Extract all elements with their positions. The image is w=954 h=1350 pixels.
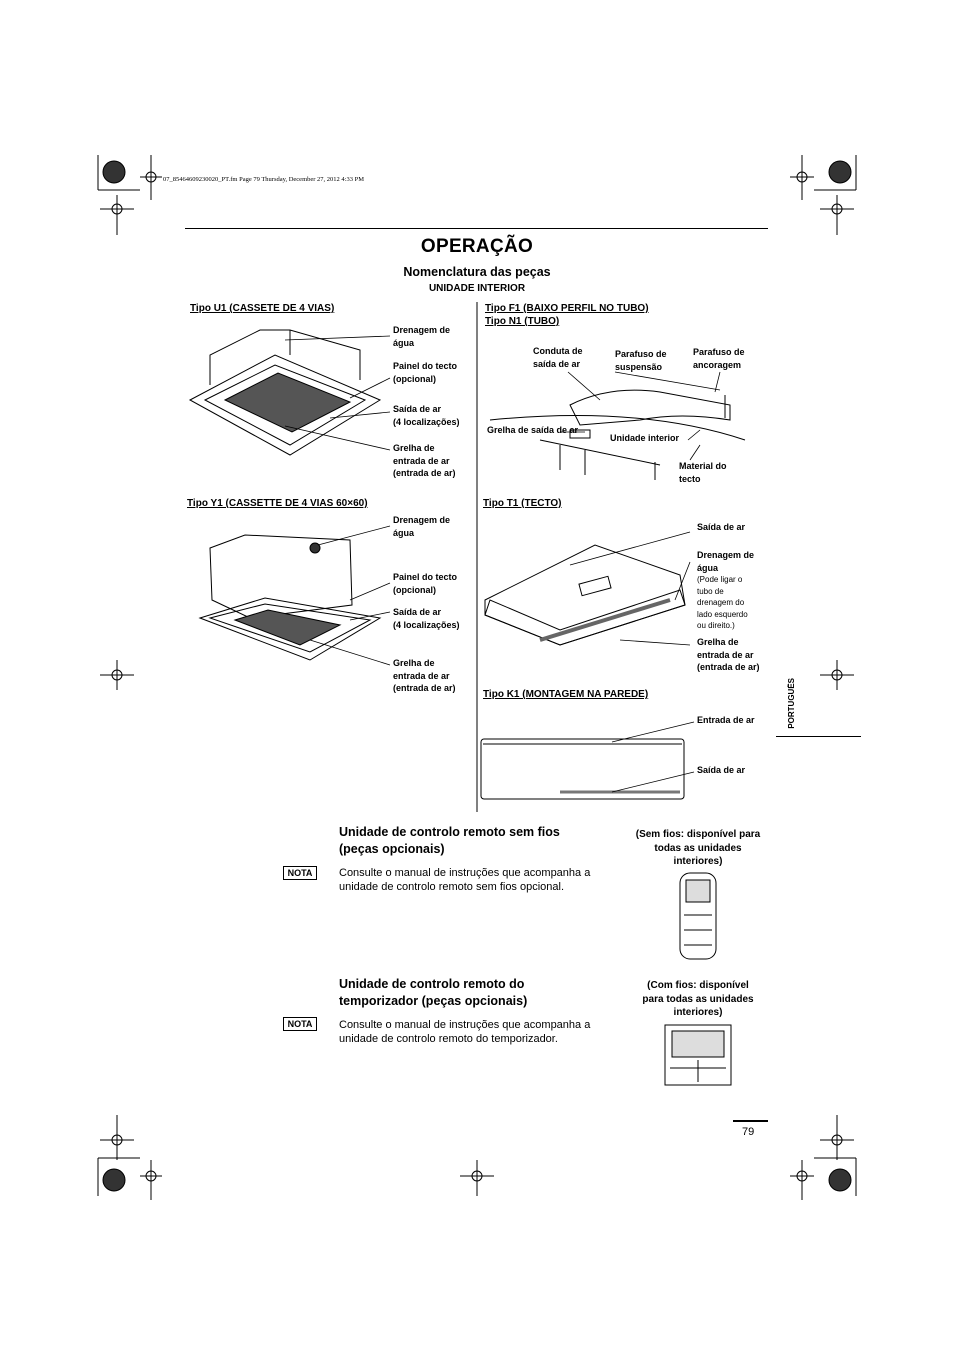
f1-label-ceiling-material: Material do tecto <box>679 461 727 484</box>
top-rule <box>185 228 768 229</box>
t1-title: Tipo T1 (TECTO) <box>483 498 562 509</box>
u1-title: Tipo U1 (CASSETE DE 4 VIAS) <box>190 303 335 314</box>
timer-remote-caption: (Com fios: disponível para todas as unidades interiores) <box>642 980 754 1018</box>
nota-badge: NOTA <box>283 866 317 880</box>
f1-label-outlet-grille: Grelha de saída de ar <box>487 425 579 435</box>
registration-dot-icon <box>829 161 851 183</box>
side-tab-rule <box>776 736 861 737</box>
y1-label-panel: Painel do tecto (opcional) <box>393 572 458 595</box>
t1-label-drain: Drenagem de água <box>697 550 755 573</box>
n1-title: Tipo N1 (TUBO) <box>485 316 560 327</box>
registration-dot-icon <box>103 161 125 183</box>
f1-label-suspension-bolt: Parafuso de suspensão <box>615 349 667 372</box>
f1-label-duct: Conduta de saída de ar <box>533 346 583 369</box>
y1-title: Tipo Y1 (CASSETTE DE 4 VIAS 60×60) <box>187 498 368 509</box>
t1-drain-note: (Pode ligar o tubo de drenagem do lado esquerdo ou direito.) <box>697 575 748 630</box>
k1-label-inlet: Entrada de ar <box>697 715 755 725</box>
y1-label-drain: Drenagem de água <box>393 515 451 538</box>
timer-remote-note: Consulte o manual de instruções que acompanha a unidade de controlo remoto do temporizador. <box>339 1019 591 1045</box>
registration-dot-icon <box>103 1169 125 1191</box>
wireless-remote-note: Consulte o manual de instruções que acompanha a unidade de controlo remoto sem fios opcional. <box>339 867 591 893</box>
language-tab: PORTUGUÊS <box>787 678 796 729</box>
y1-label-grille: Grelha de entrada de ar (entrada de ar) <box>393 658 456 693</box>
page-number-rule <box>733 1120 768 1122</box>
file-info-header: 07_85464609230020_PT.fm Page 79 Thursday, December 27, 2012 4:33 PM <box>163 176 364 183</box>
y1-label-outlet: Saída de ar (4 localizações) <box>393 607 460 630</box>
wireless-remote-caption: (Sem fios: disponível para todas as unidades interiores) <box>635 829 761 867</box>
u1-label-outlet: Saída de ar (4 localizações) <box>393 404 460 427</box>
k1-title: Tipo K1 (MONTAGEM NA PAREDE) <box>483 689 649 700</box>
u1-label-panel: Painel do tecto (opcional) <box>393 361 458 384</box>
f1-label-indoor-unit: Unidade interior <box>610 433 680 443</box>
y1-cassette-illustration <box>200 535 380 660</box>
f1-title: Tipo F1 (BAIXO PERFIL NO TUBO) <box>485 303 649 314</box>
k1-wall-illustration <box>481 739 684 799</box>
t1-label-grille: Grelha de entrada de ar (entrada de ar) <box>697 637 760 672</box>
wireless-remote-heading: Unidade de controlo remoto sem fios (peças opcionais) <box>339 825 560 856</box>
page-number: 79 <box>742 1126 755 1138</box>
t1-label-outlet: Saída de ar <box>697 522 746 532</box>
section-subsubtitle: UNIDADE INTERIOR <box>428 283 526 294</box>
u1-label-drain: Drenagem de água <box>393 325 451 348</box>
k1-label-outlet: Saída de ar <box>697 765 746 775</box>
registration-dot-icon <box>829 1169 851 1191</box>
u1-cassette-illustration <box>190 330 380 455</box>
t1-ceiling-illustration <box>485 545 685 645</box>
nota-badge: NOTA <box>283 1017 317 1031</box>
f1-label-anchor-bolt: Parafuso de ancoragem <box>693 347 745 370</box>
page-title: OPERAÇÃO <box>420 236 534 257</box>
section-subtitle: Nomenclatura das peças <box>403 265 551 279</box>
timer-remote-heading: Unidade de controlo remoto do temporizador (peças opcionais) <box>339 977 528 1008</box>
u1-label-grille: Grelha de entrada de ar (entrada de ar) <box>393 443 456 478</box>
